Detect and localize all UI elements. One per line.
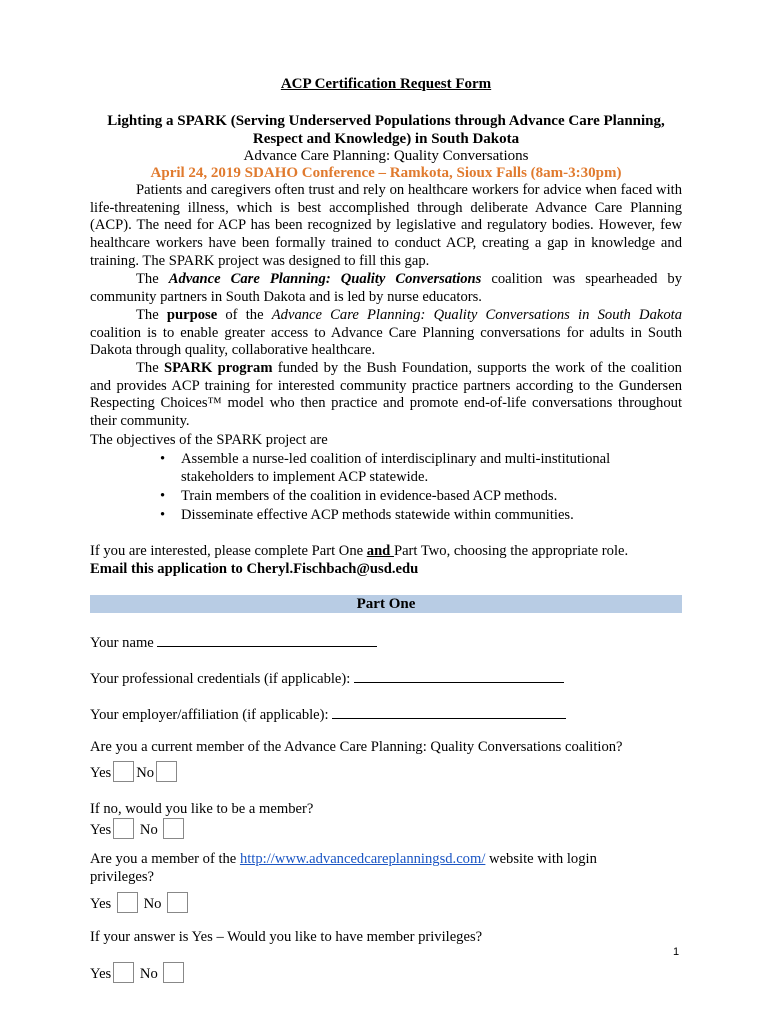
list-item: • Train members of the coalition in evidence-based ACP methods. [160, 488, 558, 504]
q-website-member: Are you a member of the http://www.advancedcareplanningsd.com/ website with login privileges? [90, 851, 597, 885]
yes-checkbox[interactable] [113, 818, 134, 839]
q-current-member-options: Yes No [90, 761, 690, 782]
q-current-member: Are you a current member of the Advance Care Planning: Quality Conversations coalition? [90, 739, 623, 755]
name-row: Your name [90, 632, 690, 652]
spark-paragraph: The SPARK program funded by the Bush Foundation, supports the work of the coalition and provides ACP training for interested community practice partners according to the Gundersen Respecting Choices™ model who then practice and promote end-of-life conversations throughout their community. [90, 360, 682, 430]
no-checkbox[interactable] [167, 892, 188, 913]
no-checkbox[interactable] [163, 818, 184, 839]
yes-checkbox[interactable] [113, 962, 134, 983]
q-member-privileges-options: Yes No [90, 962, 690, 983]
q-website-member-options: Yes No [90, 892, 690, 913]
email-instruction: Email this application to Cheryl.Fischbach@usd.edu [90, 561, 419, 577]
employer-row: Your employer/affiliation (if applicable): [90, 704, 690, 724]
no-checkbox[interactable] [163, 962, 184, 983]
purpose-paragraph: The purpose of the Advance Care Planning: Quality Conversations in South Dakota coalition is to enable greater access to Advance Care Planning conversations for adults in South Dakota through quality, collaborative healthcare. [90, 307, 682, 359]
no-checkbox[interactable] [156, 761, 177, 782]
part-one-heading: Part One [90, 595, 682, 613]
bullet-icon: • [160, 507, 166, 523]
credentials-row: Your professional credentials (if applicable): [90, 668, 690, 688]
page-number: 1 [673, 946, 680, 958]
website-link[interactable]: http://www.advancedcareplanningsd.com/ [239, 851, 486, 867]
project-subtitle: Lighting a SPARK (Serving Underserved Populations through Advance Care Planning, Respect and Knowledge) in South Dakota [107, 113, 665, 147]
bullet-icon: • [160, 488, 166, 504]
program-name: Advance Care Planning: Quality Conversations [243, 148, 529, 164]
q-want-member-options: Yes No [90, 818, 690, 839]
yes-checkbox[interactable] [117, 892, 138, 913]
form-title: ACP Certification Request Form [280, 76, 492, 92]
intro-paragraph: Patients and caregivers often trust and rely on healthcare workers for advice when faced with life-threatening illness, which is best accomplished through deliberate Advance Care Planning (ACP). The need for ACP has been recognized by legislative and regulatory bodies. However, few healthcare workers have been formally trained to conduct ACP, creating a gap in knowledge and training. The SPARK project was designed to fill this gap. [90, 182, 682, 269]
event-line: April 24, 2019 SDAHO Conference – Ramkota, Sioux Falls (8am-3:30pm) [150, 165, 622, 181]
list-item: • Disseminate effective ACP methods statewide within communities. [160, 507, 574, 523]
objectives-list [160, 450, 660, 525]
employer-field[interactable] [332, 704, 566, 719]
instructions: If you are interested, please complete Part One and Part Two, choosing the appropriate role. Email this application to Cheryl.Fischbach@usd.edu [90, 542, 682, 578]
list-item: • Assemble a nurse-led coalition of interdisciplinary and multi-institutional stakeholders to implement ACP statewide. [160, 451, 611, 485]
coalition-paragraph: The Advance Care Planning: Quality Conversations coalition was spearheaded by community partners in South Dakota and is led by nurse educators. [90, 271, 682, 305]
q-member-privileges: If your answer is Yes – Would you like to have member privileges? [90, 929, 483, 945]
bullet-icon: • [160, 451, 166, 467]
yes-checkbox[interactable] [113, 761, 134, 782]
credentials-field[interactable] [354, 668, 564, 683]
q-want-member: If no, would you like to be a member? [90, 801, 314, 817]
name-field[interactable] [157, 632, 377, 647]
objectives-intro: The objectives of the SPARK project are [90, 432, 328, 448]
